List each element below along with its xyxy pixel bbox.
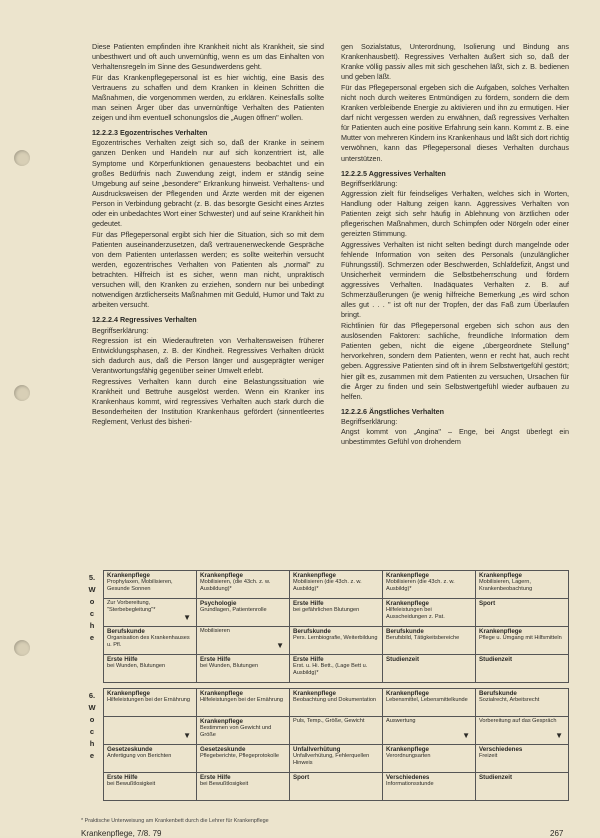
cell-topic: Lebensmittel, Lebensmittelkunde [386, 697, 468, 703]
cell-subject: Krankenpflege [386, 572, 429, 579]
schedule-cell [383, 689, 476, 717]
cell-subject: Erste Hilfe [200, 774, 231, 781]
cell-subject: Erste Hilfe [293, 600, 324, 607]
week-label-letter: W [88, 703, 96, 712]
cell-topic: Berufsbild, Tätigkeitsbereiche [386, 635, 460, 641]
week-number: 6. [88, 691, 96, 700]
section-heading: 12.2.2.4 Regressives Verhalten [92, 315, 197, 325]
arrow-down-icon: ▼ [183, 613, 191, 622]
schedule-cell [104, 571, 197, 599]
cell-subject: Krankenpflege [479, 628, 522, 635]
cell-topic: Pflege u. Umgang mit Hilfsmitteln [479, 635, 562, 641]
schedule-cell [290, 689, 383, 717]
journal-citation: Krankenpflege, 7/8. 79 [81, 829, 162, 838]
week-label-letter: o [89, 597, 95, 606]
cell-topic: bei Bewußtlosigkeit [107, 781, 156, 787]
schedule-cell [383, 627, 476, 655]
schedule-cell [290, 745, 383, 773]
cell-subject: Krankenpflege [107, 572, 150, 579]
schedule-cell [197, 627, 290, 655]
paragraph: Für das Krankenpflegepersonal ist es hier wichtig, eine Basis des Vertrauens zu schaffen und dem Kranken in kleinen Schritten die Maßnahmen, die vorgenommen werden, zu erklären. Keinesfalls sollte man seinen Ärger über das unvernünftige Verhalten des Patienten zeigen und ihm eventuell schonungslos die „Augen öffnen" wollen. [92, 72, 324, 123]
cell-topic: Mobilisieren (die 43ch. z. w. Ausbildg)* [386, 579, 455, 592]
right-column [341, 42, 569, 448]
schedule-cell [104, 745, 197, 773]
schedule-cell [476, 655, 569, 683]
section-heading: 12.2.2.3 Egozentrisches Verhalten [92, 128, 208, 138]
cell-topic: Hilfeleistungen bei der Ernährung [107, 697, 191, 703]
cell-subject: Krankenpflege [386, 690, 429, 697]
week-label-letter: o [89, 715, 95, 724]
schedule-cell [197, 773, 290, 801]
cell-topic: bei gefährlichen Blutungen [293, 607, 360, 613]
schedule-cell [197, 599, 290, 627]
schedule-cell [290, 627, 383, 655]
cell-subject: Krankenpflege [386, 600, 429, 607]
schedule-grid [103, 688, 569, 801]
schedule-cell [383, 745, 476, 773]
cell-topic: Mobilisieren (die 43ch. z. w. Ausbildg)* [293, 579, 362, 592]
cell-subject: Erste Hilfe [107, 656, 138, 663]
cell-topic: bei Wunden, Blutungen [107, 663, 166, 669]
schedule-cell [383, 571, 476, 599]
cell-subject: Krankenpflege [386, 746, 429, 753]
cell-topic: Zur Vorbereitung, "Sterbebegleitung"* [107, 600, 156, 613]
cell-subject: Studienzeit [479, 774, 513, 781]
paragraph: Aggressives Verhalten ist nicht selten bedingt durch mangelnde oder fehlende Information von seiten des Personals (unzulänglicher Führungsstil). Schmerzen oder Beschwerden, Schlafdefizit, Angst und Unsicherheit vermindern die Selbstbeherrschung und fördern aggressives Verhalten. Inadäquates Verhalten z. B. auf Schmerzäußerungen (je wenig hilfreiche Bemerkung „es wird schon alles gut . . . " ist oft nur der Tropfen, der das Faß zum Überlaufen bringt. [341, 239, 569, 320]
definition-label: Begriffserklärung: [341, 178, 398, 188]
cell-subject: Psychologie [200, 600, 237, 607]
cell-topic: Prophylaxen, Mobilisieren, Gesunde Sonnen [107, 579, 173, 592]
schedule-cell [197, 717, 290, 745]
cell-subject: Gesetzeskunde [107, 746, 153, 753]
cell-topic: Mobilisieren [200, 628, 230, 634]
schedule-cell [476, 571, 569, 599]
cell-subject: Gesetzeskunde [200, 746, 246, 753]
punch-hole [14, 640, 30, 656]
definition-label: Begriffserklärung: [341, 416, 398, 426]
arrow-down-icon: ▼ [183, 731, 191, 740]
cell-topic: Pflegeberichte, Pflegeprotokolle [200, 753, 279, 759]
cell-subject: Krankenpflege [200, 718, 243, 725]
cell-topic: Bestimmen von Gewicht und Größe [200, 725, 272, 738]
cell-topic: Mobilisieren, Lagern, Krankenbeobachtung [479, 579, 533, 592]
weekly-schedule-table [81, 570, 569, 806]
paragraph: Regressives Verhalten kann durch eine Belastungssituation wie Krankheit und Bettruhe ausgelöst werden. Wenn ein Kranker ins Krankenhaus kommt, wird regressives Verhalten auch stark durch die Besonderheiten der Institution Krankenhaus gefördert (sinnentleertes Reglement, Verlust des bisheri- [92, 376, 324, 426]
punch-hole [14, 385, 30, 401]
paragraph: Aggression zielt für feindseliges Verhalten, welches sich in Worten, Handlung oder Haltung zeigen kann. Aggressives Verhalten von Patienten zeigt sich sehr häufig in Ablehnung von ärztlichen oder pflegerischen Maßnahmen, durch Schimpfen oder Nörgeln oder einer gereizten Stimmung. [341, 188, 569, 239]
paragraph: Egozentrisches Verhalten zeigt sich so, daß der Kranke in seinem ganzen Denken und Handeln nur auf sich konzentriert ist, alle Symptome und Körperfunktionen genauestens beobachtet und ein großes Bedürfnis nach Zuwendung zeigt, indem er ständig seine Umgebung auf seine „besondere" Erkrankung hinweist. Verhaltens- und Ausdrucksweisen der Pflegenden und Ärzte werden mit der eigenen Person in Verbindung gebracht (z. B. das besorgte Gesicht eines Arztes oder ein unbedachtes Wort einer Schwester) und auf seine Krankheit hin gedeutet. [92, 138, 324, 229]
schedule-cell [290, 655, 383, 683]
week-label-letter: e [89, 751, 95, 760]
week-label-letter: h [89, 739, 95, 748]
week-label [81, 570, 103, 683]
cell-subject: Sport [479, 600, 496, 607]
definition-label: Begriffserklärung: [92, 325, 149, 335]
cell-subject: Verschiedenes [386, 774, 430, 781]
cell-topic: Vorbereitung auf das Gespräch [479, 718, 557, 724]
schedule-week [81, 570, 569, 683]
cell-subject: Berufskunde [479, 690, 517, 697]
schedule-cell [104, 773, 197, 801]
cell-subject: Berufskunde [107, 628, 145, 635]
arrow-down-icon: ▼ [462, 731, 470, 740]
cell-subject: Erste Hilfe [107, 774, 138, 781]
cell-topic: Anfertigung von Berichten [107, 753, 172, 759]
schedule-cell [104, 599, 197, 627]
cell-subject: Berufskunde [293, 628, 331, 635]
cell-topic: Puls, Temp., Größe, Gewicht [293, 718, 365, 724]
cell-topic: bei Wunden, Blutungen [200, 663, 259, 669]
cell-subject: Krankenpflege [293, 690, 336, 697]
cell-subject: Krankenpflege [293, 572, 336, 579]
week-label-letter: h [89, 621, 95, 630]
cell-topic: Pers. Lernbiografie, Weiterbildung [293, 635, 378, 641]
schedule-week [81, 688, 569, 801]
cell-subject: Verschiedenes [479, 746, 523, 753]
cell-subject: Krankenpflege [200, 572, 243, 579]
cell-subject: Unfallverhütung [293, 746, 341, 753]
cell-topic: Sozialrecht, Arbeitsrecht [479, 697, 540, 703]
schedule-cell [197, 571, 290, 599]
schedule-cell [290, 773, 383, 801]
schedule-cell [104, 655, 197, 683]
paragraph: Angst kommt von „Angina" – Enge, bei Angst überlegt ein unbestimmtes Gefühl von drohendem [341, 426, 569, 447]
cell-topic: Beobachtung und Dokumentation [293, 697, 377, 703]
cell-topic: Freizeit [479, 753, 498, 759]
week-label [81, 688, 103, 801]
week-label-letter: e [89, 633, 95, 642]
cell-subject: Krankenpflege [479, 572, 522, 579]
paragraph: Diese Patienten empfinden ihre Krankheit nicht als Krankheit, sie sind unbesthwert und oft auch unvernünftig, wenn es um das Einhalten von Verhaltensregeln im Sinne des Gesundwerdens geht. [92, 42, 324, 72]
cell-topic: Hilfeleistungen bei Ausscheidungen z. Pat. [386, 607, 445, 620]
schedule-cell [476, 745, 569, 773]
schedule-grid [103, 570, 569, 683]
cell-topic: Informationsstunde [386, 781, 434, 787]
schedule-cell [476, 689, 569, 717]
paragraph: Für das Pflegepersonal ergibt sich hier die Situation, sich so mit dem Patienten auseinanderzusetzen, daß vertrauenerweckende Gespräche von dem Patienten unterlassen werden; es sollte weiterhin versucht werden, egozentrisches Verhalten von Patienten als „normal" zu betrachten. Hilfreich ist es sicher, wenn man nicht, unpraktisch versuchen will, den Kranken zu erziehen, sondern nur bei unbedingt notwendigen ärztlicherseits Maßnahmen mit Geduld, Humor und Takt zu arbeiten versucht. [92, 229, 324, 310]
schedule-cell [104, 627, 197, 655]
arrow-down-icon: ▼ [276, 641, 284, 650]
cell-subject: Studienzeit [479, 656, 513, 663]
arrow-down-icon: ▼ [555, 731, 563, 740]
week-label-letter: W [88, 585, 96, 594]
cell-subject: Berufskunde [386, 628, 424, 635]
schedule-cell [197, 745, 290, 773]
week-label-letter: c [89, 727, 95, 736]
schedule-cell [290, 571, 383, 599]
schedule-cell [383, 599, 476, 627]
schedule-cell [476, 717, 569, 745]
page-number: 267 [550, 829, 564, 838]
week-label-letter: c [89, 609, 95, 618]
cell-topic: Hilfeleistungen bei der Ernährung [200, 697, 284, 703]
cell-topic: Verordnungsarten [386, 753, 431, 759]
cell-topic: Unfallverhütung, Fehlerquellen Hinweis [293, 753, 370, 766]
schedule-cell [383, 655, 476, 683]
schedule-cell [476, 773, 569, 801]
schedule-cell [290, 599, 383, 627]
schedule-cell [104, 689, 197, 717]
cell-topic: bei Bewußtlosigkeit [200, 781, 249, 787]
schedule-cell [383, 717, 476, 745]
paragraph: Für das Pflegepersonal ergeben sich die Aufgaben, solches Verhalten nicht noch durch weiteres Entmündigen zu fördern, sondern die dem Kranken verbleibende Energie zu aktivieren und ihn zu ermutigen. Hier darf nicht vergessen werden zu erwähnen, daß regressives Verhalten für Patienten auch eine positive Erfahrung sein kann. Kommt z. B. eine Mutter von mehreren Kindern ins Krankenhaus und läßt sich dort richtig verwöhnen, kann das Pflegepersonal dieses Verhalten durchaus unterstützen. [341, 82, 569, 163]
paragraph: Regression ist ein Wiederauftreten von Verhaltensweisen früherer Entwicklungsphasen, z. B. der Kindheit. Regressives Verhalten drückt sich dadurch aus, daß die Person länger und ausgeprägter weniger Verantwortungsfähig gegenüber seiner Umwelt erlebt. [92, 335, 324, 375]
cell-subject: Erste Hilfe [200, 656, 231, 663]
cell-subject: Krankenpflege [200, 690, 243, 697]
section-heading: 12.2.2.5 Aggressives Verhalten [341, 168, 446, 178]
cell-subject: Sport [293, 774, 310, 781]
cell-topic: Mobilisieren, (die 43ch. z. w. Ausbildung)* [200, 579, 271, 592]
week-number: 5. [88, 573, 96, 582]
schedule-cell [476, 627, 569, 655]
schedule-cell [383, 773, 476, 801]
schedule-cell [197, 689, 290, 717]
section-heading: 12.2.2.6 Ängstliches Verhalten [341, 406, 445, 416]
schedule-cell [104, 717, 197, 745]
schedule-cell [290, 717, 383, 745]
cell-subject: Krankenpflege [107, 690, 150, 697]
footnote: * Praktische Unterweisung am Krankenbett durch die Lehrer für Krankenpflege [81, 818, 269, 824]
cell-topic: Auswertung [386, 718, 416, 724]
cell-subject: Studienzeit [386, 656, 420, 663]
cell-subject: Erste Hilfe [293, 656, 324, 663]
cell-topic: Organisation des Krankenhauses u. Pfl. [107, 635, 190, 648]
schedule-cell [197, 655, 290, 683]
schedule-cell [476, 599, 569, 627]
left-column [92, 42, 324, 427]
punch-hole [14, 150, 30, 166]
paragraph: Richtlinien für das Pflegepersonal ergeben sich schon aus den auslösenden Faktoren: sachliche, freundliche Information dem Patienten geben, nicht die eigene „übergeordnete Stellung" hervorkehren, sondern dem Patienten, wenn er recht hat, auch recht geben. Aggressive Patienten sind oft in ihrem Selbstwertgefühl gestört; hier gilt es, zusammen mit dem Patienten zu versuchen, Ursachen für die Ärger zu finden und sein Selbstwertgefühl wieder aufbauen zu helfen. [341, 321, 569, 401]
paragraph: gen Sozialstatus, Unterordnung, Isolierung und Bindung ans Krankenhausbett). Regressives Verhalten äußert sich so, daß der Kranke völlig passiv alles mit sich geschehen läßt, sich z. B. bedienen und geben läßt. [341, 42, 569, 82]
cell-topic: Grundlagen, Patientenrolle [200, 607, 267, 613]
cell-topic: Erst. u. Hi. Bett., (Lage Bett u. Ausbildg)* [293, 663, 368, 676]
